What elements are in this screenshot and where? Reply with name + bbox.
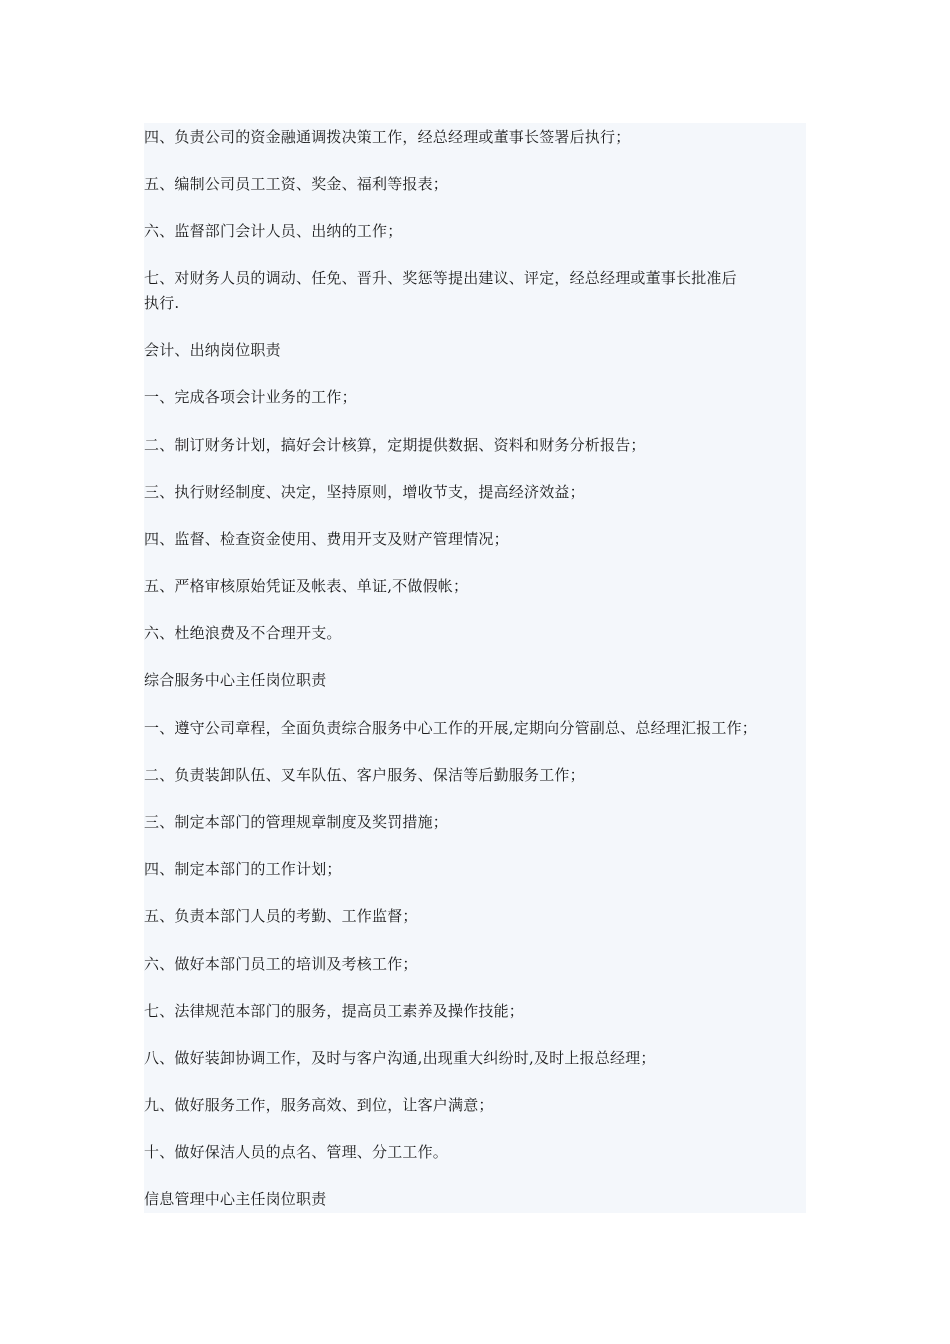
paragraph: 执行. [144, 294, 180, 312]
paragraph: 四、负责公司的资金融通调拨决策工作，经总经理或董事长签署后执行； [144, 128, 631, 146]
paragraph: 八、做好装卸协调工作，及时与客户沟通,出现重大纠纷时,及时上报总经理； [144, 1049, 656, 1067]
paragraph: 五、负责本部门人员的考勤、工作监督； [144, 907, 418, 925]
paragraph: 六、做好本部门员工的培训及考核工作； [144, 955, 418, 973]
document-text-block [144, 123, 806, 1213]
paragraph: 六、监督部门会计人员、出纳的工作； [144, 222, 403, 240]
paragraph: 四、制定本部门的工作计划； [144, 860, 342, 878]
paragraph: 九、做好服务工作，服务高效、到位，让客户满意； [144, 1096, 494, 1114]
paragraph: 六、杜绝浪费及不合理开支。 [144, 624, 342, 642]
paragraph: 一、遵守公司章程，全面负责综合服务中心工作的开展,定期向分管副总、总经理汇报工作； [144, 719, 757, 737]
paragraph: 五、编制公司员工工资、奖金、福利等报表； [144, 175, 449, 193]
paragraph: 一、完成各项会计业务的工作； [144, 388, 357, 406]
paragraph: 五、严格审核原始凭证及帐表、单证,不做假帐； [144, 577, 469, 595]
paragraph: 十、做好保洁人员的点名、管理、分工工作。 [144, 1143, 449, 1161]
section-heading: 会计、出纳岗位职责 [144, 341, 281, 359]
section-heading: 信息管理中心主任岗位职责 [144, 1190, 327, 1208]
paragraph: 二、负责装卸队伍、叉车队伍、客户服务、保洁等后勤服务工作； [144, 766, 585, 784]
section-heading: 综合服务中心主任岗位职责 [144, 671, 327, 689]
paragraph: 四、监督、检查资金使用、费用开支及财产管理情况； [144, 530, 509, 548]
paragraph: 七、法律规范本部门的服务，提高员工素养及操作技能； [144, 1002, 525, 1020]
paragraph: 二、制订财务计划，搞好会计核算，定期提供数据、资料和财务分析报告； [144, 436, 646, 454]
paragraph: 七、对财务人员的调动、任免、晋升、奖惩等提出建议、评定，经总经理或董事长批准后 [144, 269, 737, 287]
paragraph: 三、制定本部门的管理规章制度及奖罚措施； [144, 813, 449, 831]
paragraph: 三、执行财经制度、决定，坚持原则，增收节支，提高经济效益； [144, 483, 585, 501]
